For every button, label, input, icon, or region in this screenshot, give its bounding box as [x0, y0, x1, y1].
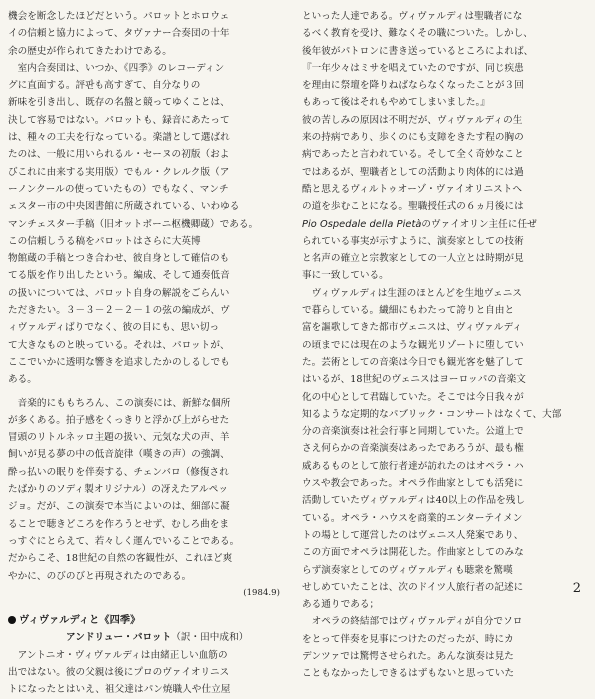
text-line: の扱いについては、パロット自身の解説をごらんい [8, 287, 230, 299]
text-line: ィヴァルディばりでなく、彼の目にも、思い切っ [8, 322, 220, 334]
text-line: たばかりのソディ製オリジナル）の冴えたアルペッ [8, 484, 228, 496]
text-line: 物館蔵の手稿とつき合わせ、彼自身として確信のも [8, 253, 230, 265]
text-line: 知るような定期的なパブリック・コンサートはなくて、大部 [302, 408, 562, 420]
text-line: ーノンクールの使っていたもの）でもなく、マンチ [8, 183, 229, 195]
text-line [302, 216, 583, 233]
byline-author: アンドリュー・パロット [66, 632, 172, 644]
text-line: で暮らしている。繊細にもわたって誇りと自由と [302, 305, 515, 317]
text-line: ジョ。だが、この演奏で本当によいのは、細部に凝 [8, 501, 230, 513]
text-line: 冒頭のリトルネッロ主題の扱い、元気な犬の声、羊 [8, 432, 230, 444]
text-line: 新味を引き出し、既存の名盤と競ってゆくことは、 [8, 97, 230, 109]
text-line: こともなかったしできるはずもないと思っていた [302, 668, 515, 680]
text-line: 来の持病であり、歩くのにも支障をきたす程の胸の [302, 132, 524, 144]
text-line: を理由に祭壇を降りねばならなくなったことが３回 [302, 80, 524, 92]
text-line: やかに、のびのびと再現されたのである。 [8, 570, 192, 582]
text-line: ではあるが、聖職者としての活動より肉体的には過 [302, 166, 524, 178]
text-line: といった人達である。ヴィヴァルディは聖職者にな [302, 11, 523, 22]
text-line: だからこそ、18世紀の自然の客観性が、これほど爽 [8, 553, 233, 565]
text-line: ヴィヴァルディは生涯のほとんどを生地ヴェニス [302, 287, 522, 299]
text-line: 音楽的にももちろん、この演奏には、新鮮な個所 [8, 397, 231, 409]
text-fragment: のヴァイオリン主任に任ぜ [421, 218, 537, 230]
right-paragraph-3 [302, 613, 583, 682]
left-paragraph-4 [8, 647, 290, 699]
text-line: 酔っ払いの眠りを伴奏する、チェンバロ（修復され [8, 466, 229, 478]
text-line: トになったとはいえ、祖父達はパン焼職人や仕立屋 [8, 684, 231, 696]
text-line: 機会を断念したほどだという。パロットとホロウェ [8, 11, 230, 22]
byline-credit: （訳・田中成和） [171, 632, 249, 644]
text-line: 『一年少々はミサを唱えていたのですが、同じ疾患 [302, 62, 524, 74]
left-paragraph-3 [8, 395, 290, 585]
text-line: グに直面する。評판も高すぎて、自分なりの [8, 80, 201, 92]
text-line: マンチェスター手稿（旧オットボーニ枢機卿蔵）である。 [8, 218, 259, 230]
text-line: 病であったと言われている。そして全く奇妙なこと [302, 149, 524, 161]
text-line: っすぐにとらえて、若々しく運んでいることである。 [8, 535, 240, 547]
text-line: アントニオ・ヴィヴァルディは由緒正しい血筋の [8, 649, 228, 661]
essay-date: (1984.9) [243, 587, 280, 598]
text-line: はいるが、18世紀のヴェニスはヨーロッパの音楽文 [302, 374, 526, 386]
text-line: の道を歩むことになる。聖職授任式の６ヵ月後には [302, 201, 524, 213]
section-heading [8, 612, 290, 629]
right-paragraph-1 [302, 8, 583, 285]
text-line: 分の音楽演奏は社会行事と同期していた。公道上で [302, 426, 524, 438]
text-line: は、種々の工夫を行なっている。楽譜として選ばれ [8, 132, 230, 144]
text-line: ている。オペラ・ハウスを商業的エンターテイメン [302, 512, 523, 524]
text-line: オペラの終結部ではヴィヴァルディが自分でソロ [302, 616, 523, 628]
left-paragraph-2 [8, 60, 290, 389]
text-line: 飼いが見る夢の中の低音旋律（嘆きの声）の強調、 [8, 449, 230, 461]
text-line: イの信頼と協力によって、タヴァナー合奏団の十年 [8, 28, 230, 40]
text-line: ウスや教会であった。オペラ作曲家としても活発に [302, 478, 524, 490]
right-column [302, 8, 583, 683]
text-line: ここでいかに透明な響きを追求したかのしるしでも [8, 356, 230, 368]
text-line: をとって伴奏を見事につけたのだったが、時にカ [302, 633, 514, 645]
text-line: びこれに由来する実用版）でもル・クレルク版（ア [8, 166, 230, 178]
byline [8, 629, 290, 646]
institution-name: Pio Ospedale della Pietà [302, 218, 422, 230]
text-line: と名声の確立と宗教家としての一人立とは時期が見 [302, 253, 524, 265]
text-line: 彼の苦しみの原因は不明だが、ヴィヴァルディの生 [302, 114, 523, 126]
text-line: 酷と思えるヴィルトゥオーゾ・ヴァイオリニストへ [302, 183, 523, 195]
text-line: ある。 [8, 374, 37, 386]
text-line: ただきたい。３－３－２－２－１の弦の編成が、ヴ [8, 305, 230, 317]
text-line: ることで聴きどころを作ろうとせず、むしろ曲をま [8, 518, 230, 530]
text-line: 威あるものとして旅行者達が訪れたのはオペラ・ハ [302, 460, 524, 472]
text-line: るべく教育を受け、難なくその職についた。しかし、 [302, 28, 533, 40]
text-line: られている事実が示すように、演奏家としての技術 [302, 235, 524, 247]
text-line: が多くある。拍子感をくっきりと浮かび上がらせた [8, 414, 230, 426]
section-heading-text: ヴィヴァルディと《四季》 [19, 615, 141, 627]
text-line: たのは、一般に用いられるル・セーヌの初版（およ [8, 149, 230, 161]
left-column [8, 8, 290, 699]
text-line: さえ何らかの音楽演奏はあったであろうが、最も権 [302, 443, 524, 455]
text-line: 富を謳歌してきた都市ヴェニスは、ヴィヴァルディ [302, 322, 522, 334]
text-line: デンツァでは驚愕させられた。あんな演奏は見た [302, 650, 514, 662]
text-line: ある通りである； [302, 599, 380, 611]
text-line: の頃までには現在のような観光リゾートに堕してい [302, 339, 524, 351]
text-line: 出ではない。彼の父親は後にプロのヴァイオリニス [8, 666, 230, 678]
text-line: 決して容易ではない。パロットも、録音にあたって [8, 114, 230, 126]
text-line: もあって後はそれもやめてしまいました。』 [302, 97, 490, 109]
text-line: 活動していたヴィヴァルディは40以上の作品を残し [302, 495, 526, 507]
page-number: 2 [572, 581, 581, 596]
right-paragraph-2 [302, 285, 583, 614]
text-line: らず演奏家としてのヴィヴァルディも聴衆を驚嘆 [302, 564, 513, 576]
text-line: て大きなものと映っている。それは、パロットが、 [8, 339, 230, 351]
text-line: この信頼しうる稿をパロットはさらに大英博 [8, 235, 201, 247]
text-line: ェスター市の中央図書館に所蔵されている、いわゆる [8, 201, 240, 213]
text-line: トの場として運営したのはヴェニス人発案であり、 [302, 529, 524, 541]
text-line: 事に一致している。 [302, 270, 389, 282]
bullet-icon [8, 616, 16, 624]
left-paragraph-1 [8, 8, 290, 60]
text-line: た。芸術としての音楽は今日でも観光客を魅了して [302, 356, 524, 368]
text-line: 後年彼がパトロンに書き送っているところによれば、 [302, 45, 534, 57]
text-line: 化の中心として君臨していた。そこでは今日我々が [302, 391, 524, 403]
text-line: 室内合奏団は、いつか、《四季》のレコーディン [8, 62, 225, 74]
text-line: この方面でオペラは開花した。作曲家としてのみな [302, 547, 524, 559]
text-line: 余の歴史が作られてきたわけである。 [8, 45, 172, 57]
text-line: せしめていたことは、次のドイツ人旅行者の記述に [302, 581, 524, 593]
text-line: てる版を作り出したという。編成、そして通奏低音 [8, 270, 230, 282]
